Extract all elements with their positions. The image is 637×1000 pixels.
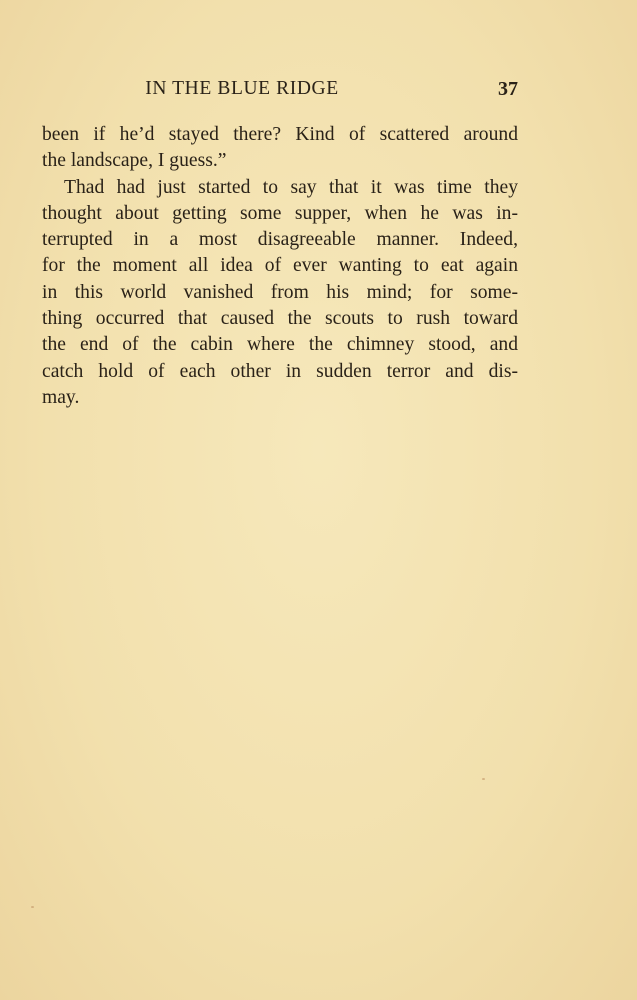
body-text <box>42 122 518 411</box>
text-line: in this world vanished from his mind; for some- <box>42 281 518 303</box>
paper-speck <box>31 906 34 908</box>
text-line: the landscape, I guess.” <box>42 150 227 172</box>
text-line: thought about getting some supper, when he was in- <box>42 202 518 224</box>
text-line: Thad had just started to say that it was time they <box>64 176 518 198</box>
text-line: catch hold of each other in sudden terror and dis- <box>42 360 518 382</box>
paper-speck <box>482 778 485 780</box>
text-line: may. <box>42 386 80 408</box>
page-number: 37 <box>498 78 518 100</box>
running-head <box>42 76 518 102</box>
text-line: for the moment all idea of ever wanting to eat again <box>42 255 518 277</box>
text-line: terrupted in a most disagreeable manner. Indeed, <box>42 229 518 251</box>
running-title: IN THE BLUE RIDGE <box>145 78 339 99</box>
text-line: thing occurred that caused the scouts to rush toward <box>42 308 518 330</box>
text-line: been if he’d stayed there? Kind of scattered around <box>42 124 518 145</box>
text-line: the end of the cabin where the chimney stood, and <box>42 334 518 356</box>
